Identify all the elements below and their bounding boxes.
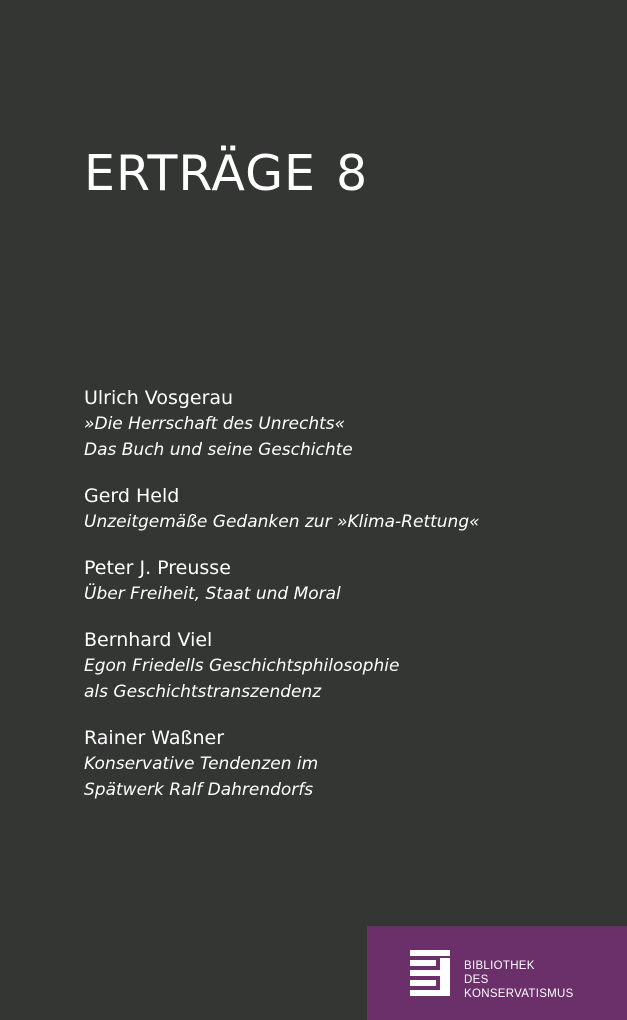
contents-entry bbox=[84, 555, 604, 607]
entry-work-line: Unzeitgemäße Gedanken zur »Klima-Rettung« bbox=[84, 512, 480, 532]
contents-entry bbox=[84, 385, 604, 463]
publisher-name-line: DES bbox=[464, 974, 489, 986]
table-of-contents bbox=[84, 385, 604, 823]
contents-entry bbox=[84, 725, 604, 803]
contents-entry bbox=[84, 627, 604, 705]
book-title bbox=[84, 142, 368, 206]
publisher-name bbox=[464, 959, 574, 1001]
entry-author: Rainer Waßner bbox=[84, 727, 225, 749]
publisher-name-line: BIBLIOTHEK bbox=[464, 960, 535, 972]
entry-work-line: Egon Friedells Geschichtsphilosophie bbox=[84, 656, 400, 676]
entry-work-line: Konservative Tendenzen im bbox=[84, 754, 319, 774]
publisher-panel bbox=[367, 926, 627, 1020]
entry-work-line: Spätwerk Ralf Dahrendorfs bbox=[84, 780, 314, 800]
entry-author: Gerd Held bbox=[84, 485, 180, 507]
entry-author: Peter J. Preusse bbox=[84, 557, 231, 579]
entry-author: Bernhard Viel bbox=[84, 629, 213, 651]
entry-author: Ulrich Vosgerau bbox=[84, 387, 234, 409]
stacked-books-logo-icon bbox=[410, 950, 450, 998]
entry-work-line: »Die Herrschaft des Unrechts« bbox=[84, 414, 346, 434]
entry-work-line: Über Freiheit, Staat und Moral bbox=[84, 584, 341, 604]
volume-number: 8 bbox=[336, 145, 369, 202]
entry-work-line: Das Buch und seine Geschichte bbox=[84, 440, 353, 460]
entry-work-line: als Geschichtstranszendenz bbox=[84, 682, 322, 702]
contents-entry bbox=[84, 483, 604, 535]
series-title: ERTRÄGE bbox=[84, 145, 317, 202]
publisher-name-line: KONSERVATISMUS bbox=[464, 988, 574, 1000]
